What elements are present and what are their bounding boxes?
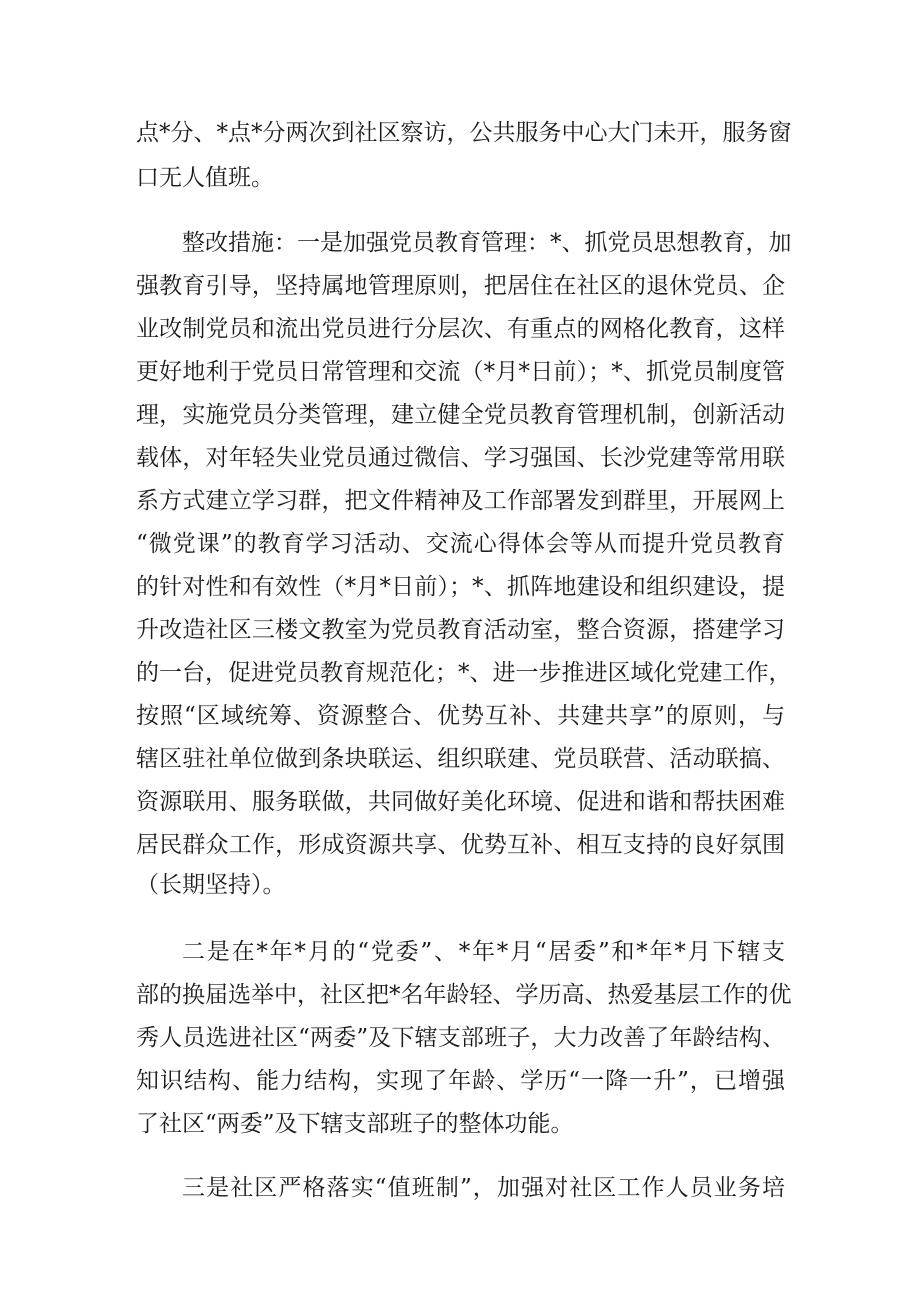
text-line: 点*分、*点*分两次到社区察访，公共服务中心大门未开，服务窗 (136, 120, 792, 146)
text-line: 知识结构、能力结构，实现了年龄、学历“一降一升”，已增强 (136, 1068, 785, 1094)
text-line: 强教育引导，坚持属地管理原则，把居住在社区的退休党员、企 (136, 273, 785, 299)
text-line: 理，实施党员分类管理，建立健全党员教育管理机制，创新活动 (136, 402, 785, 428)
text-line: 资源联用、服务联做，共同做好美化环境、促进和谐和帮扶困难 (136, 789, 785, 815)
text-line: 口无人值班。 (136, 165, 274, 191)
text-line: 载体，对年轻失业党员通过微信、学习强国、长沙党建等常用联 (136, 445, 785, 471)
text-line: 业改制党员和流出党员进行分层次、有重点的网格化教育，这样 (136, 316, 785, 342)
text-line: 更好地利于党员日常管理和交流（*月*日前）；*、抓党员制度管 (136, 359, 785, 385)
text-line: 了社区“两委”及下辖支部班子的整体功能。 (136, 1111, 574, 1137)
paragraph-first-line: 三是社区严格落实“值班制”，加强对社区工作人员业务培 (182, 1175, 785, 1201)
text-line: 系方式建立学习群，把文件精神及工作部署发到群里，开展网上 (136, 488, 785, 514)
text-line: 部的换届选举中，社区把*名年龄轻、学历高、热爱基层工作的优 (136, 982, 792, 1008)
text-line: 的一台，促进党员教育规范化；*、进一步推进区域化党建工作， (136, 660, 792, 686)
text-line: 升改造社区三楼文教室为党员教育活动室，整合资源，搭建学习 (136, 617, 785, 643)
text-line: 秀人员选进社区“两委”及下辖支部班子，大力改善了年龄结构、 (136, 1025, 785, 1051)
paragraph-first-line: 二是在*年*月的“党委”、*年*月“居委”和*年*月下辖支 (182, 939, 785, 965)
text-line: 按照“区域统筹、资源整合、优势互补、共建共享”的原则，与 (136, 703, 785, 729)
text-line: 的针对性和有效性（*月*日前）；*、抓阵地建设和组织建设，提 (136, 574, 785, 600)
text-line: 辖区驻社单位做到条块联运、组织联建、党员联营、活动联搞、 (136, 746, 785, 772)
paragraph-first-line: 整改措施：一是加强党员教育管理：*、抓党员思想教育，加 (182, 230, 792, 256)
text-line: （长期坚持）。 (136, 872, 286, 898)
text-line: 居民群众工作，形成资源共享、优势互补、相互支持的良好氛围 (136, 832, 785, 858)
text-line: “微党课”的教育学习活动、交流心得体会等从而提升党员教育 (136, 531, 785, 557)
